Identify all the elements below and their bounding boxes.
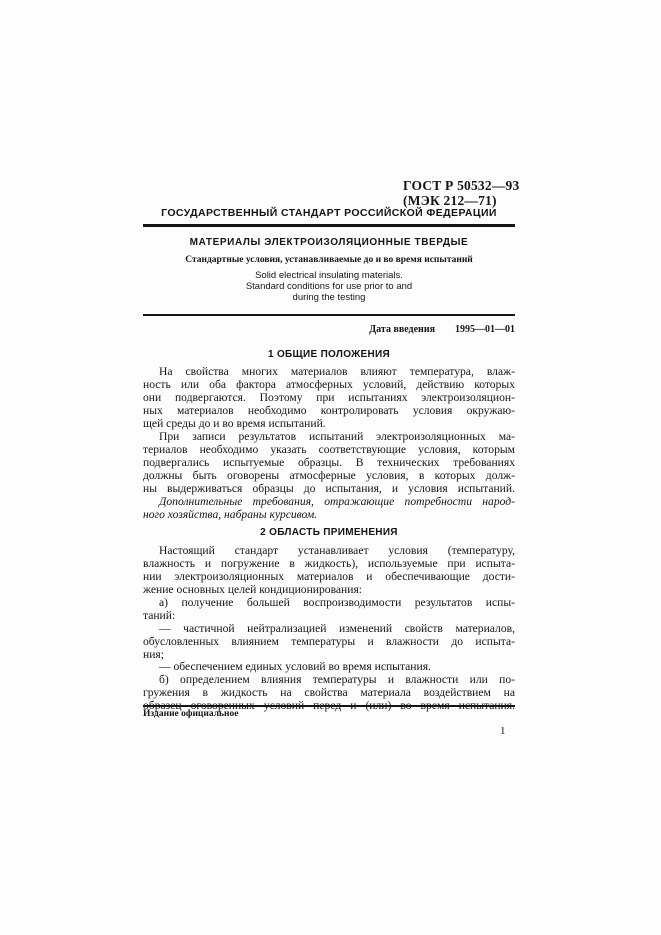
text-line: должны быть оговорены атмосферные условия, в которых долж- bbox=[143, 469, 515, 482]
text-line: таний: bbox=[143, 609, 176, 622]
text-line: обусловленных влиянием температуры и влажности до испыта- bbox=[143, 635, 515, 648]
list-item-a bbox=[143, 597, 515, 623]
iec-code: (МЭК 212—71) bbox=[403, 193, 497, 208]
text-line: гружения в жидкость на свойства материала воздействием на bbox=[143, 686, 515, 699]
text-line: При записи результатов испытаний электроизоляционных ма- bbox=[159, 431, 515, 443]
text-line: ния; bbox=[143, 648, 164, 661]
text-line: териалов необходимо указать соответствующие условия, которым bbox=[143, 443, 515, 456]
text-line: На свойства многих материалов влияют температура, влаж- bbox=[159, 366, 515, 378]
english-title-line: Solid electrical insulating materials. bbox=[255, 270, 403, 281]
text-line: подвергались испытуемые образцы. В технических требованиях bbox=[143, 456, 515, 469]
section-heading-scope: 2 ОБЛАСТЬ ПРИМЕНЕНИЯ bbox=[260, 527, 398, 538]
english-title bbox=[143, 270, 515, 303]
text-line: б) определением влияния температуры и влажности или по- bbox=[159, 674, 515, 686]
footer-divider bbox=[143, 705, 515, 707]
text-line: — обеспечением единых условий во время испытания. bbox=[159, 661, 431, 673]
dash-item bbox=[143, 623, 515, 662]
text-line: нии электроизоляционных материалов и обеспечивающие дости- bbox=[143, 570, 515, 583]
document-subtitle: Стандартные условия, устанавливаемые до и во время испытаний bbox=[185, 255, 473, 265]
english-title-line: during the testing bbox=[292, 292, 366, 303]
text-line: щей среды до и во время испытаний. bbox=[143, 417, 326, 430]
dash-item bbox=[143, 661, 515, 674]
text-line: — частичной нейтрализацией изменений свойств материалов, bbox=[159, 623, 515, 635]
title-divider bbox=[143, 314, 515, 316]
text-line: они подвергаются. Поэтому при испытаниях электроизоляцион- bbox=[143, 391, 515, 404]
text-line: ных материалов необходимо контролировать условия окружаю- bbox=[143, 404, 515, 417]
page-number: 1 bbox=[500, 725, 506, 737]
gost-code: ГОСТ Р 50532—93 bbox=[403, 178, 520, 193]
introduction-date bbox=[369, 324, 515, 335]
text-line: Дополнительные требования, отражающие потребности народ- bbox=[159, 496, 515, 508]
introduction-date-label: Дата введения bbox=[369, 324, 435, 335]
italic-paragraph bbox=[143, 496, 515, 522]
text-line: ного хозяйства, набраны курсивом. bbox=[143, 508, 318, 521]
paragraph bbox=[143, 545, 515, 597]
text-line: а) получение большей воспроизводимости результатов испы- bbox=[159, 597, 515, 609]
english-title-line: Standard conditions for use prior to and bbox=[245, 281, 413, 292]
document-title: МАТЕРИАЛЫ ЭЛЕКТРОИЗОЛЯЦИОННЫЕ ТВЕРДЫЕ bbox=[189, 237, 469, 248]
text-line: влажность и погружение в жидкость), используемые при испыта- bbox=[143, 557, 515, 570]
edition-note: Издание официальное bbox=[143, 709, 239, 719]
text-line: Настоящий стандарт устанавливает условия (температуру, bbox=[159, 545, 515, 557]
text-line: ны выдерживаться образцы до испытания, и условия испытаний. bbox=[143, 482, 515, 495]
standard-type-heading: ГОСУДАРСТВЕННЫЙ СТАНДАРТ РОССИЙСКОЙ ФЕДЕРАЦИИ bbox=[161, 207, 497, 219]
text-line: ность или оба фактора атмосферных условий, действию которых bbox=[143, 378, 515, 391]
standard-code-block bbox=[403, 178, 519, 208]
header-divider bbox=[143, 224, 515, 227]
section-heading-general: 1 ОБЩИЕ ПОЛОЖЕНИЯ bbox=[268, 349, 390, 360]
paragraph bbox=[143, 431, 515, 495]
paragraph bbox=[143, 366, 515, 430]
text-line: жение основных целей кондиционирования: bbox=[143, 583, 363, 596]
introduction-date-value: 1995—01—01 bbox=[455, 324, 515, 335]
